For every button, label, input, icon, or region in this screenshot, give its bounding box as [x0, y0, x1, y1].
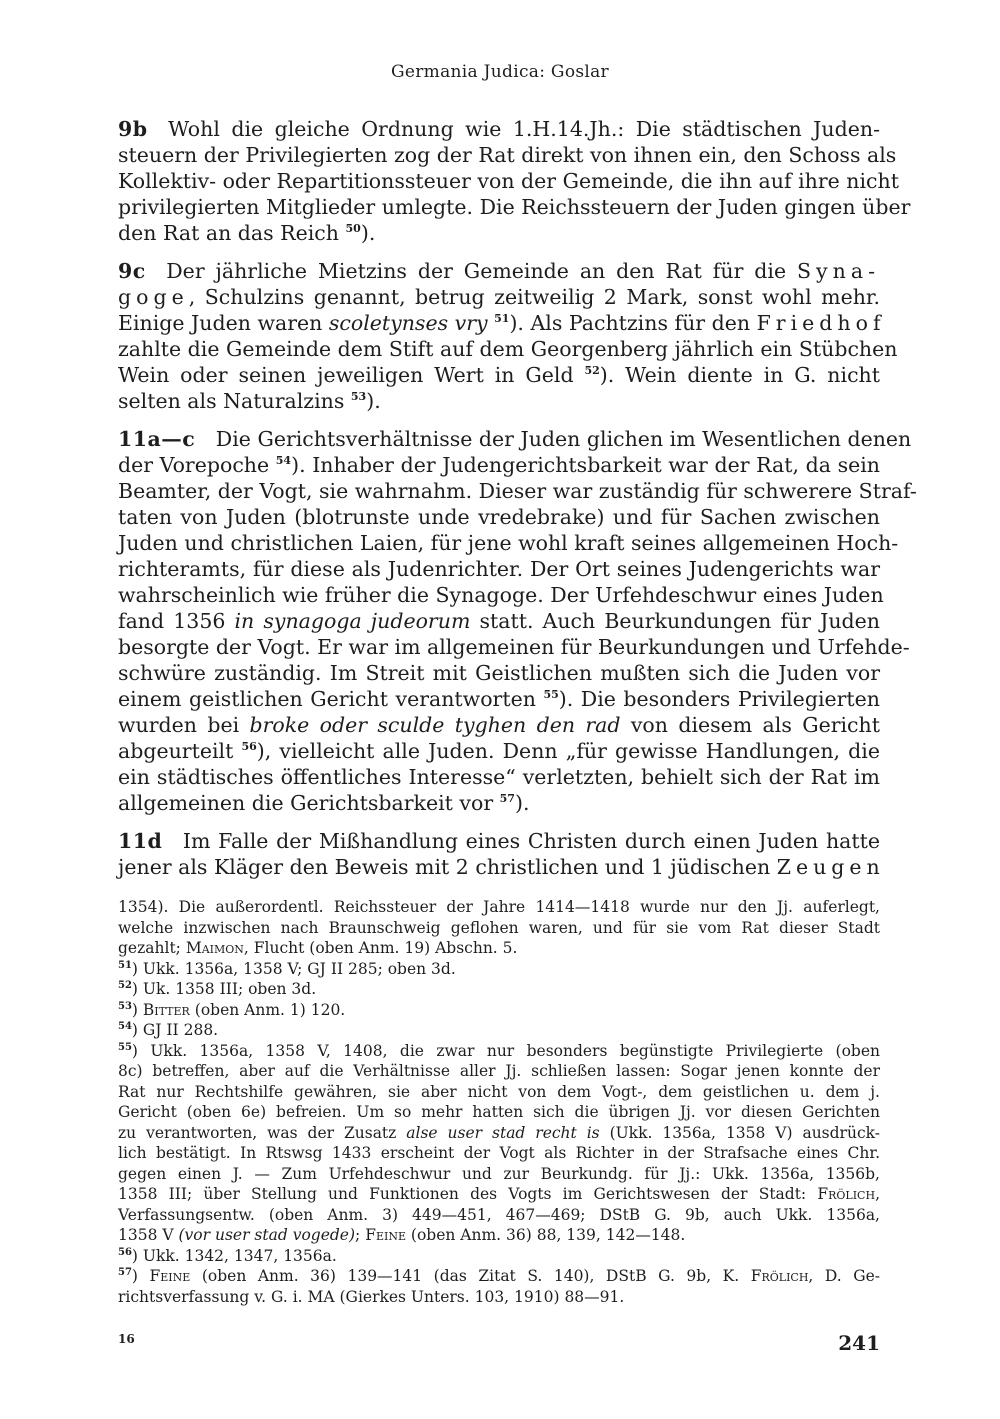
text-run: statt. Auch Beurkundungen für Juden	[470, 609, 880, 633]
text-line	[118, 556, 880, 582]
text-line	[118, 478, 917, 504]
text-run: , Flucht (oben Anm. 19) Abschn. 5.	[243, 939, 518, 957]
section-label: 9b	[118, 117, 148, 141]
text-line	[118, 608, 880, 634]
footnote-number: 52	[118, 980, 132, 991]
text-line	[118, 582, 884, 608]
footnote-number: 53	[118, 1000, 132, 1012]
text-run: Einige Juden waren	[118, 311, 329, 335]
text-run: Rat nur Rechtshilfe gewähren, sie aber nicht von dem Vogt-, dem geistlichen u. dem j.	[118, 1082, 880, 1101]
text-run: von diesem als Gericht	[620, 713, 880, 737]
text-run: ) Uk. 1358 III; oben 3d.	[131, 980, 317, 998]
footnote-53	[118, 1000, 880, 1021]
text-line	[118, 712, 880, 738]
text-run: ) Ukk. 1342, 1347, 1356a.	[131, 1246, 337, 1265]
paragraph-9c	[118, 258, 898, 414]
text-run: zahlte die Gemeinde dem Stift auf dem Georgenberg jährlich ein Stübchen	[118, 337, 898, 361]
paragraph-11d	[118, 828, 885, 880]
footnotes	[118, 897, 880, 1307]
text-run: Beamter, der Vogt, sie wahrnahm. Dieser war zuständig für schwerere Straf-	[118, 479, 917, 503]
footnote-51	[118, 959, 880, 980]
text-run: ). Wein diente in G. nicht	[599, 363, 880, 387]
text-line	[118, 258, 880, 284]
footnote-line	[118, 1143, 880, 1164]
footnote-number: 54	[118, 1021, 132, 1032]
text-line	[118, 504, 880, 530]
footnote-line	[118, 1082, 880, 1103]
footnote-line	[118, 938, 880, 959]
footnote-55	[118, 1041, 880, 1062]
author-name: Bitter	[142, 1000, 190, 1019]
text-run: , Schulzins genannt, betrug zeitweilig 2 Mark, sonst wohl mehr.	[188, 285, 880, 309]
spaced-text: Syna-	[797, 259, 880, 283]
footnote-number: 51	[118, 959, 132, 971]
footnote-number: 55	[118, 1041, 132, 1053]
paragraph-9b	[118, 116, 911, 246]
section-label: 9c	[118, 259, 146, 283]
text-run: ) GJ II 288.	[131, 1021, 219, 1039]
footnote-line	[118, 1061, 880, 1082]
text-run: welche inzwischen nach Braunschweig geflohen waren, und für sie vom Rat dieser Stadt	[118, 918, 880, 937]
text-run: Die Gerichtsverhältnisse der Juden glichen im Wesentlichen denen	[215, 427, 912, 451]
text-run: wurden bei	[118, 713, 250, 737]
text-line	[118, 764, 880, 790]
footnote-ref: 52	[584, 364, 600, 377]
italic-text: scoletynses vry	[328, 311, 488, 335]
text-line	[118, 634, 910, 660]
text-run: (oben Anm. 1) 120.	[189, 1000, 346, 1019]
footnote-54	[118, 1020, 880, 1041]
spaced-text: Friedhof	[756, 311, 886, 335]
text-line	[118, 284, 880, 310]
footnote-57	[118, 1266, 880, 1287]
footnote-line	[118, 1102, 880, 1123]
text-run: )	[131, 1267, 150, 1285]
text-run: taten von Juden (blotrunste unde vredebrake) und für Sachen zwischen	[118, 505, 880, 529]
text-run: ). Inhaber der Judengerichtsbarkeit war der Rat, da sein	[291, 453, 880, 477]
text-run: schwüre zuständig. Im Streit mit Geistlichen mußten sich die Juden vor	[118, 661, 880, 685]
italic-text: (vor user stad vogede)	[178, 1226, 356, 1244]
text-line	[118, 660, 880, 686]
text-line	[118, 310, 886, 336]
text-run: ) Ukk. 1356a, 1358 V; GJ II 285; oben 3d.	[131, 959, 456, 978]
text-run: allgemeinen die Gerichtsbarkeit vor	[118, 791, 500, 815]
text-run: lich bestätigt. In Rtswsg 1433 erscheint der Vogt als Richter in der Strafsache eines Chr.	[118, 1144, 880, 1162]
author-name: Frölich	[817, 1185, 876, 1203]
author-name: Feine	[149, 1267, 191, 1285]
footnote-line	[118, 897, 880, 918]
author-name: Maimon	[185, 939, 244, 957]
text-run: ).	[366, 389, 381, 413]
text-run: Kollektiv- oder Repartitionssteuer von der Gemeinde, die ihn auf ihre nicht	[118, 169, 899, 193]
text-line	[118, 686, 880, 712]
signature-mark: 16	[118, 1332, 135, 1346]
text-run: (oben Anm. 36) 139—141 (das Zitat S. 140), DStB G. 9b, K.	[190, 1267, 751, 1285]
footnote-line	[118, 1184, 880, 1205]
text-run: ).	[360, 221, 376, 245]
text-run: Der jährliche Mietzins der Gemeinde an den Rat für die	[166, 259, 798, 283]
footnote-ref: 51	[494, 312, 510, 325]
text-run: 1354). Die außerordentl. Reichssteuer der Jahre 1414—1418 wurde nur den Jj. auferlegt,	[118, 898, 880, 916]
footnote-56	[118, 1246, 880, 1267]
text-run: 1358 III; über Stellung und Funktionen des Vogts im Gerichtswesen der Stadt:	[118, 1185, 818, 1203]
text-run: zu verantworten, was der Zusatz	[118, 1123, 407, 1142]
text-line	[118, 530, 899, 556]
author-name: Frölich	[750, 1267, 809, 1285]
text-line	[118, 738, 880, 764]
text-run: wahrscheinlich wie früher die Synagoge. Der Urfehdeschwur eines Juden	[118, 583, 884, 607]
footnote-line	[118, 918, 880, 939]
footnote-ref: 55	[543, 688, 559, 701]
text-line	[118, 116, 880, 142]
text-run: ,	[875, 1185, 880, 1203]
text-line	[118, 194, 911, 220]
page-number: 241	[838, 1331, 880, 1355]
running-header: Germania Judica: Goslar	[391, 62, 609, 82]
text-line	[118, 388, 880, 414]
text-line	[118, 362, 880, 388]
text-run: abgeurteilt	[118, 739, 242, 763]
text-line	[118, 168, 899, 194]
footnote-52	[118, 979, 880, 1000]
footnote-line	[118, 1205, 880, 1226]
footnote-ref: 50	[345, 222, 361, 235]
text-line	[118, 790, 880, 816]
italic-text: broke oder sculde tyghen den rad	[249, 713, 621, 737]
paragraph-11a-c	[118, 426, 917, 816]
text-run: ).	[514, 791, 530, 815]
text-run: ein städtisches öffentliches Interesse“ verletzten, behielt sich der Rat im	[118, 765, 880, 789]
text-run: (Ukk. 1356a, 1358 V) ausdrück-	[599, 1123, 880, 1142]
spaced-text: Zeugen	[776, 855, 885, 879]
text-run: Verfassungsentw. (oben Anm. 3) 449—451, 467—469; DStB G. 9b, auch Ukk. 1356a,	[118, 1205, 880, 1224]
text-line	[118, 854, 885, 880]
text-run: ;	[355, 1226, 366, 1244]
italic-text: alse user stad recht is	[406, 1123, 600, 1142]
footnote-ref: 54	[275, 454, 292, 467]
text-run: gezahlt;	[118, 939, 186, 957]
main-text	[118, 116, 917, 892]
text-run: )	[131, 1000, 143, 1019]
text-run: jener als Kläger den Beweis mit 2 christlichen und 1 jüdischen	[118, 855, 777, 879]
text-line	[118, 426, 912, 452]
text-run: 1358 V	[118, 1226, 179, 1244]
author-name: Feine	[365, 1226, 406, 1244]
text-run: ) Ukk. 1356a, 1358 V, 1408, die zwar nur besonders begünstigte Privilegierte (oben	[131, 1041, 880, 1060]
footnote-line	[118, 1123, 880, 1144]
text-run: steuern der Privilegierten zog der Rat direkt von ihnen ein, den Schoss als	[118, 143, 897, 167]
text-line	[118, 142, 897, 168]
footnote-number: 56	[118, 1246, 132, 1258]
text-run: 8c) betreffen, aber auf die Verhältnisse aller Jj. schließen lassen: Sogar jenen konnte der	[118, 1062, 880, 1080]
text-run: ), vielleicht alle Juden. Denn „für gewisse Handlungen, die	[256, 739, 880, 763]
text-run: fand 1356	[118, 609, 235, 633]
text-run: Juden und christlichen Laien, für jene wohl kraft seines allgemeinen Hoch-	[118, 531, 899, 555]
text-line	[118, 336, 898, 362]
footnote-ref: 53	[350, 390, 367, 403]
text-run: (oben Anm. 36) 88, 139, 142—148.	[405, 1226, 686, 1244]
text-run: ). Als Pachtzins für den	[509, 311, 757, 335]
footnote-line	[118, 1164, 880, 1185]
section-label: 11a—c	[118, 427, 196, 451]
text-run: Gericht (oben 6e) befreien. Um so mehr hatten sich die übrigen Jj. vor diesen Gerichten	[118, 1103, 880, 1121]
text-line	[118, 828, 880, 854]
text-run: selten als Naturalzins	[118, 389, 351, 413]
text-run: der Vorepoche	[118, 453, 276, 477]
spaced-text: goge	[118, 285, 189, 309]
text-run: ). Die besonders Privilegierten	[558, 687, 880, 711]
text-line	[118, 220, 880, 246]
footnote-ref: 57	[499, 792, 515, 805]
text-run: richteramts, für diese als Judenrichter. Der Ort seines Judengerichts war	[118, 557, 880, 581]
text-run: privilegierten Mitglieder umlegte. Die Reichssteuern der Juden gingen über	[118, 195, 911, 219]
italic-text: in synagoga judeorum	[234, 609, 471, 633]
text-run: den Rat an das Reich	[118, 221, 346, 245]
footnote-line	[118, 1225, 880, 1246]
text-run: , D. Ge-	[808, 1267, 881, 1285]
text-run: gegen einen J. — Zum Urfehdeschwur und zur Beurkundg. für Jj.: Ukk. 1356a, 1356b,	[118, 1164, 880, 1183]
text-run: Wein oder seinen jeweiligen Wert in Geld	[118, 363, 585, 387]
text-run: richtsverfassung v. G. i. MA (Gierkes Unters. 103, 1910) 88—91.	[118, 1287, 625, 1306]
text-run: einem geistlichen Gericht verantworten	[118, 687, 544, 711]
footnote-ref: 56	[241, 740, 257, 753]
footnote-number: 57	[118, 1267, 132, 1278]
text-run: Wohl die gleiche Ordnung wie 1.H.14.Jh.: Die städtischen Juden-	[168, 117, 880, 141]
footnote-line	[118, 1287, 880, 1308]
section-label: 11d	[118, 829, 163, 853]
text-run: Im Falle der Mißhandlung eines Christen durch einen Juden hatte	[182, 829, 880, 853]
text-run: besorgte der Vogt. Er war im allgemeinen für Beurkundungen und Urfehde-	[118, 635, 910, 659]
text-line	[118, 452, 880, 478]
